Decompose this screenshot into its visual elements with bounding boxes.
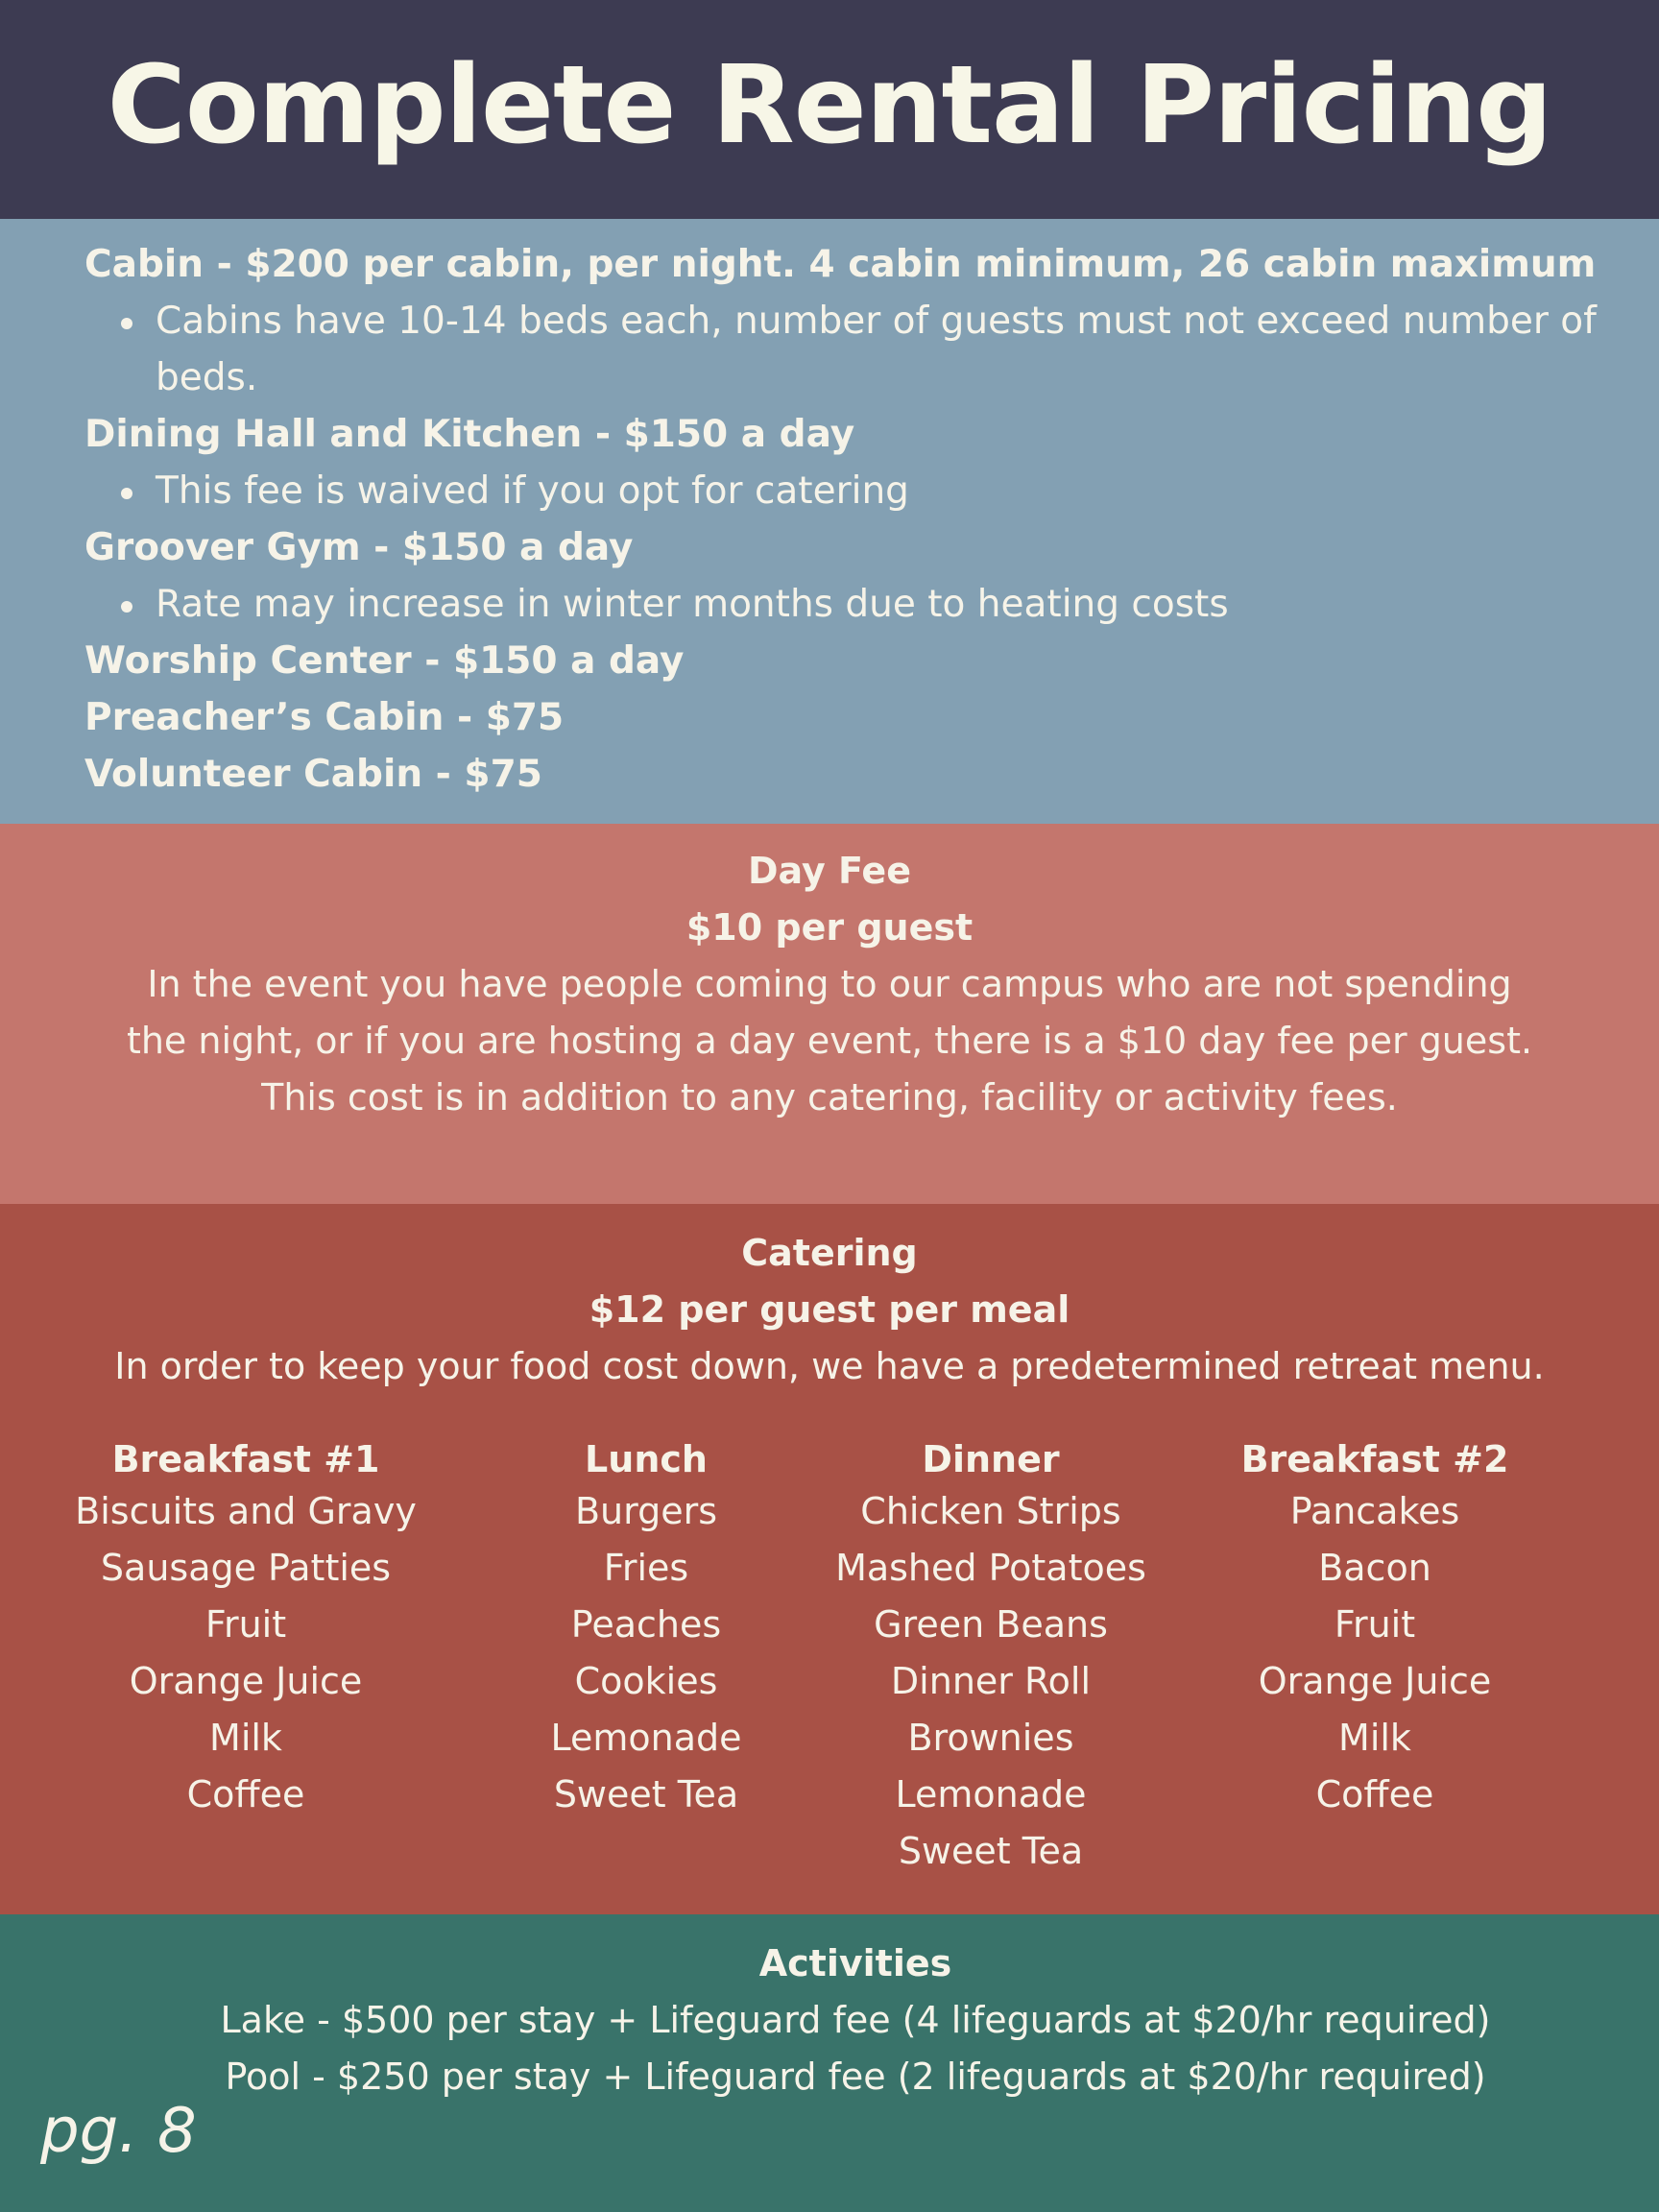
menu-item: Milk (209, 1717, 282, 1759)
menu-item: Burgers (574, 1490, 718, 1532)
facility-title-cabin: Cabin - $200 per cabin, per night. 4 cabin minimum, 26 cabin maximum (84, 243, 1597, 286)
menu-item: Coffee (1315, 1773, 1434, 1815)
menu-breakfast-2 (1173, 1435, 1576, 1823)
day-fee-section (0, 824, 1659, 1204)
menu-item: Peaches (570, 1603, 722, 1646)
facility-note-gym: Rate may increase in winter months due to heating costs (84, 576, 1601, 633)
menu-item: Sausage Patties (100, 1547, 392, 1589)
facility-title-preachers-cabin: Preacher’s Cabin - $75 (84, 696, 565, 739)
menu-lunch (445, 1435, 848, 1823)
facility-title-worship-center: Worship Center - $150 a day (84, 639, 685, 683)
menu-title: Breakfast #1 (111, 1438, 380, 1480)
catering-intro: In order to keep your food cost down, we have a predetermined retreat menu. (114, 1345, 1545, 1387)
catering-section (0, 1204, 1659, 1914)
menu-title: Dinner (922, 1438, 1060, 1480)
menu-item: Orange Juice (1258, 1660, 1492, 1702)
menu-item: Orange Juice (129, 1660, 363, 1702)
day-fee-description: In the event you have people coming to our campus who are not spending the night, or if you are hosting a day event, there is a $10 day fee per guest. This cost is in addition to any catering, facility or activity fees. (126, 963, 1533, 1118)
menu-item: Mashed Potatoes (835, 1547, 1146, 1589)
facility-note-dining-hall: This fee is waived if you opt for catering (84, 463, 1601, 519)
catering-title: Catering (741, 1232, 918, 1274)
menu-title: Lunch (585, 1438, 708, 1480)
menu-item: Cookies (574, 1660, 718, 1702)
activity-lake: Lake - $500 per stay + Lifeguard fee (4 lifeguards at $20/hr required) (220, 1999, 1491, 2041)
menu-item: Coffee (186, 1773, 305, 1815)
activity-pool: Pool - $250 per stay + Lifeguard fee (2 lifeguards at $20/hr required) (225, 2056, 1486, 2098)
menu-item: Fruit (204, 1603, 287, 1646)
menu-item: Bacon (1318, 1547, 1431, 1589)
facility-title-volunteer-cabin: Volunteer Cabin - $75 (84, 753, 542, 796)
facility-title-dining-hall: Dining Hall and Kitchen - $150 a day (84, 413, 855, 456)
menu-item: Sweet Tea (553, 1773, 739, 1815)
menu-title: Breakfast #2 (1240, 1438, 1509, 1480)
catering-price: $12 per guest per meal (589, 1288, 1070, 1331)
menu-dinner (789, 1435, 1192, 1880)
activities-title: Activities (758, 1942, 952, 1984)
menu-item: Green Beans (874, 1603, 1108, 1646)
menu-breakfast-1 (44, 1435, 447, 1823)
page-title: Complete Rental Pricing (107, 43, 1552, 168)
day-fee-price: $10 per guest (685, 906, 974, 949)
page-header (0, 0, 1659, 219)
page-number: pg. 8 (40, 2096, 197, 2167)
day-fee-title: Day Fee (748, 850, 911, 892)
menu-item: Fruit (1334, 1603, 1416, 1646)
facilities-section (0, 219, 1659, 824)
menu-item: Lemonade (895, 1773, 1087, 1815)
menu-item: Fries (603, 1547, 689, 1589)
menu-item: Brownies (907, 1717, 1074, 1759)
activities-section (0, 1914, 1659, 2212)
facility-note-cabin: Cabins have 10-14 beds each, number of guests must not exceed number of beds. (84, 293, 1601, 406)
menu-item: Pancakes (1289, 1490, 1460, 1532)
facility-title-gym: Groover Gym - $150 a day (84, 526, 634, 569)
menu-item: Milk (1338, 1717, 1411, 1759)
menu-item: Biscuits and Gravy (75, 1490, 417, 1532)
menu-item: Sweet Tea (898, 1830, 1084, 1872)
menu-item: Chicken Strips (860, 1490, 1121, 1532)
menu-item: Lemonade (550, 1717, 742, 1759)
menu-item: Dinner Roll (890, 1660, 1092, 1702)
